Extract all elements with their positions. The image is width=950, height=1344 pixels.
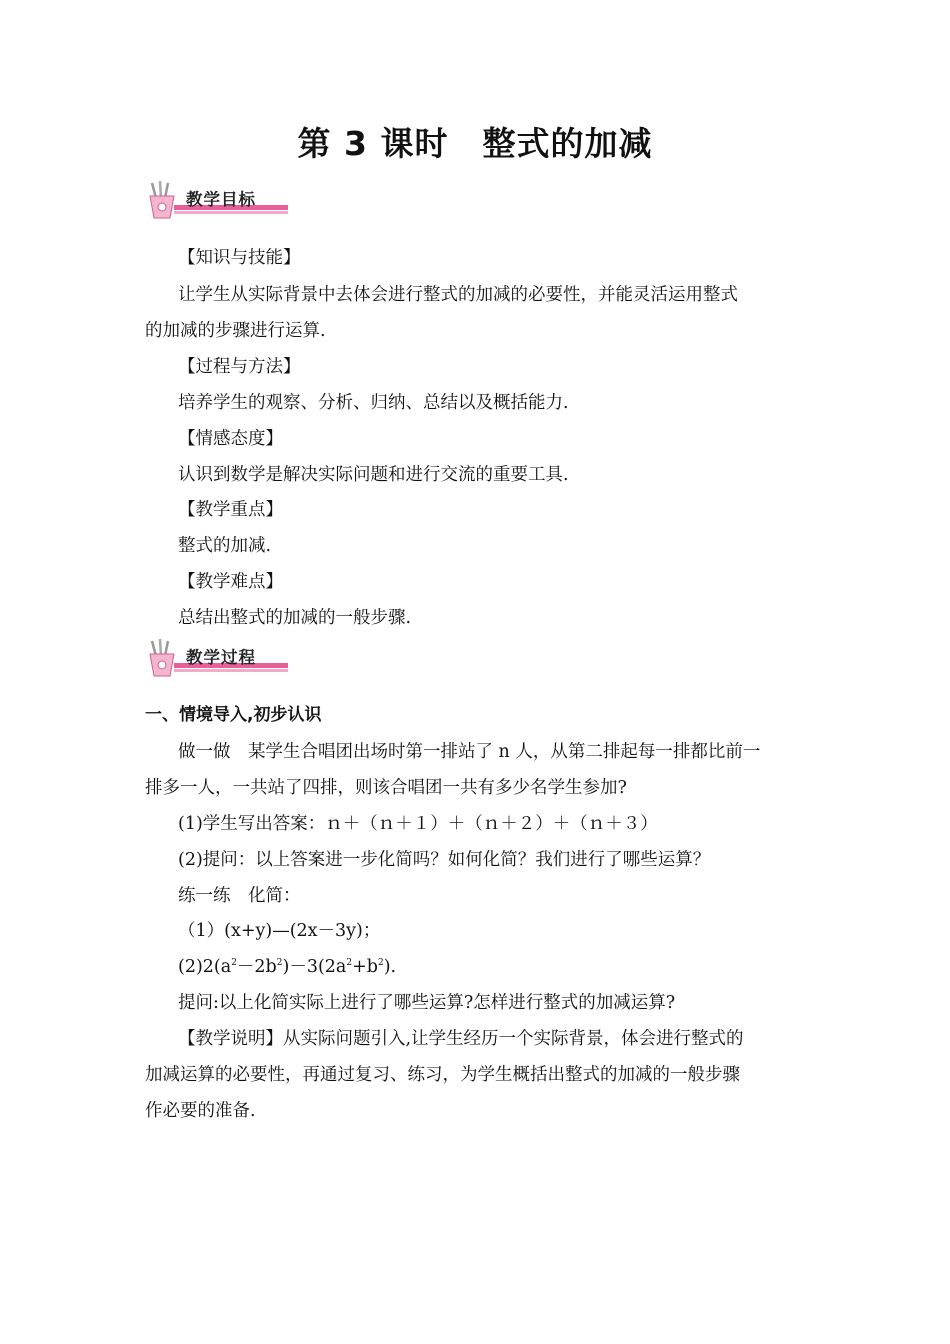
badge-label: 教学目标 <box>186 190 256 209</box>
key-heading: 【教学重点】 <box>178 500 283 520</box>
emotion-text: 认识到数学是解决实际问题和进行交流的重要工具. <box>178 465 569 485</box>
page-title <box>0 118 950 165</box>
question2-line: 提问:以上化简实际上进行了哪些运算?怎样进行整式的加减运算? <box>178 993 676 1013</box>
emotion-heading: 【情感态度】 <box>178 429 283 449</box>
process-text: 培养学生的观察、分析、归纳、总结以及概括能力. <box>178 393 569 413</box>
key-text: 整式的加减. <box>178 536 272 556</box>
process-badge <box>140 638 300 678</box>
objectives-badge <box>140 180 300 220</box>
problem-line1: 做一做 某学生合唱团出场时第一排站了 n 人，从第二排起每一排都比前一 <box>178 742 761 762</box>
practice-line: 练一练 化简： <box>178 886 301 906</box>
note-line1: 【教学说明】从实际问题引入,让学生经历一个实际背景，体会进行整式的 <box>178 1029 744 1049</box>
difficulty-text: 总结出整式的加减的一般步骤. <box>178 608 412 628</box>
process-heading: 【过程与方法】 <box>178 357 301 377</box>
answer-line: (1)学生写出答案：ｎ＋（ｎ＋１）＋（ｎ＋２）＋（ｎ＋３） <box>178 814 658 834</box>
problem-line2: 排多一人，一共站了四排，则该合唱团一共有多少名学生参加? <box>145 778 627 798</box>
knowledge-heading: 【知识与技能】 <box>178 248 301 268</box>
title-topic: 整式的加减 <box>482 124 653 163</box>
knowledge-text-line2: 的加减的步骤进行运算. <box>145 321 326 341</box>
section1-heading: 一、情境导入,初步认识 <box>145 705 322 725</box>
knowledge-text-line1: 让学生从实际背景中去体会进行整式的加减的必要性，并能灵活运用整式 <box>178 285 738 305</box>
title-lesson-number: 第 3 课时 <box>297 124 449 163</box>
badge-label: 教学过程 <box>186 648 256 667</box>
difficulty-heading: 【教学难点】 <box>178 572 283 592</box>
note-line3: 作必要的准备. <box>145 1101 256 1121</box>
note-line2: 加减运算的必要性，再通过复习、练习，为学生概括出整式的加减的一般步骤 <box>145 1065 740 1085</box>
exercise1: （1）(x+y)—(2x－3y)； <box>178 921 381 941</box>
exercise2: $(2)2(a^2-2b^2)-3(2a^2+b^2)$. <box>178 957 397 977</box>
question-line: (2)提问：以上答案进一步化简吗？如何化简？我们进行了哪些运算？ <box>178 850 711 870</box>
